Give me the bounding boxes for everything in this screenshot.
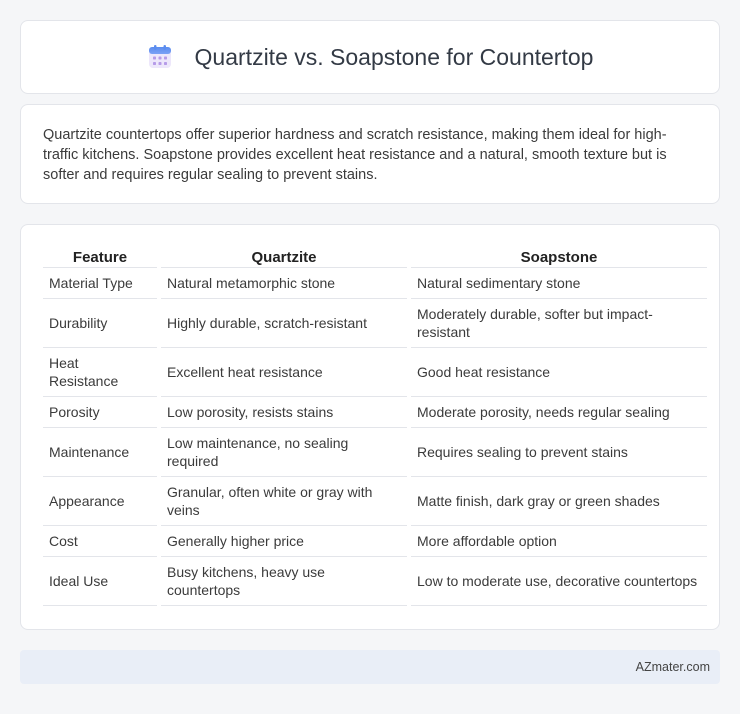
cell-quartzite: Granular, often white or gray with veins bbox=[161, 477, 407, 526]
cell-soapstone: Low to moderate use, decorative countertops bbox=[411, 557, 707, 606]
table-row bbox=[43, 268, 707, 299]
page-title: Quartzite vs. Soapstone for Countertop bbox=[194, 43, 594, 70]
cell-feature: Cost bbox=[43, 526, 157, 557]
cell-quartzite: Excellent heat resistance bbox=[161, 348, 407, 397]
table-row bbox=[43, 348, 707, 397]
cell-feature: Maintenance bbox=[43, 428, 157, 477]
cell-soapstone: Moderate porosity, needs regular sealing bbox=[411, 397, 707, 428]
footer-brand[interactable]: AZmater.com bbox=[635, 660, 710, 674]
table-row bbox=[43, 477, 707, 526]
table-row bbox=[43, 557, 707, 606]
comparison-table bbox=[39, 247, 711, 606]
cell-quartzite: Highly durable, scratch-resistant bbox=[161, 299, 407, 348]
title-card bbox=[20, 20, 720, 94]
calendar-icon bbox=[147, 44, 173, 70]
summary-card bbox=[20, 104, 720, 204]
summary-text: Quartzite countertops offer superior hardness and scratch resistance, making them ideal for high-traffic kitchens. Soapstone provides excellent heat resistance and a natural, smooth texture but is softer and requires regular sealing to prevent stains. bbox=[43, 127, 667, 183]
footer-bar bbox=[20, 650, 720, 684]
cell-feature: Durability bbox=[43, 299, 157, 348]
cell-feature: Porosity bbox=[43, 397, 157, 428]
cell-quartzite: Low maintenance, no sealing required bbox=[161, 428, 407, 477]
table-header-row bbox=[43, 247, 707, 268]
cell-quartzite: Low porosity, resists stains bbox=[161, 397, 407, 428]
cell-soapstone: Matte finish, dark gray or green shades bbox=[411, 477, 707, 526]
cell-feature: Ideal Use bbox=[43, 557, 157, 606]
cell-soapstone: Good heat resistance bbox=[411, 348, 707, 397]
header-soapstone: Soapstone bbox=[411, 247, 707, 268]
table-row bbox=[43, 526, 707, 557]
header-quartzite: Quartzite bbox=[161, 247, 407, 268]
table-row bbox=[43, 299, 707, 348]
cell-feature: Material Type bbox=[43, 268, 157, 299]
cell-feature: Heat Resistance bbox=[43, 348, 157, 397]
comparison-table-card bbox=[20, 224, 720, 630]
cell-quartzite: Natural metamorphic stone bbox=[161, 268, 407, 299]
cell-quartzite: Generally higher price bbox=[161, 526, 407, 557]
table-row bbox=[43, 428, 707, 477]
cell-soapstone: Requires sealing to prevent stains bbox=[411, 428, 707, 477]
cell-soapstone: Moderately durable, softer but impact-resistant bbox=[411, 299, 707, 348]
header-feature: Feature bbox=[43, 247, 157, 268]
cell-quartzite: Busy kitchens, heavy use countertops bbox=[161, 557, 407, 606]
table-row bbox=[43, 397, 707, 428]
cell-soapstone: Natural sedimentary stone bbox=[411, 268, 707, 299]
cell-feature: Appearance bbox=[43, 477, 157, 526]
cell-soapstone: More affordable option bbox=[411, 526, 707, 557]
